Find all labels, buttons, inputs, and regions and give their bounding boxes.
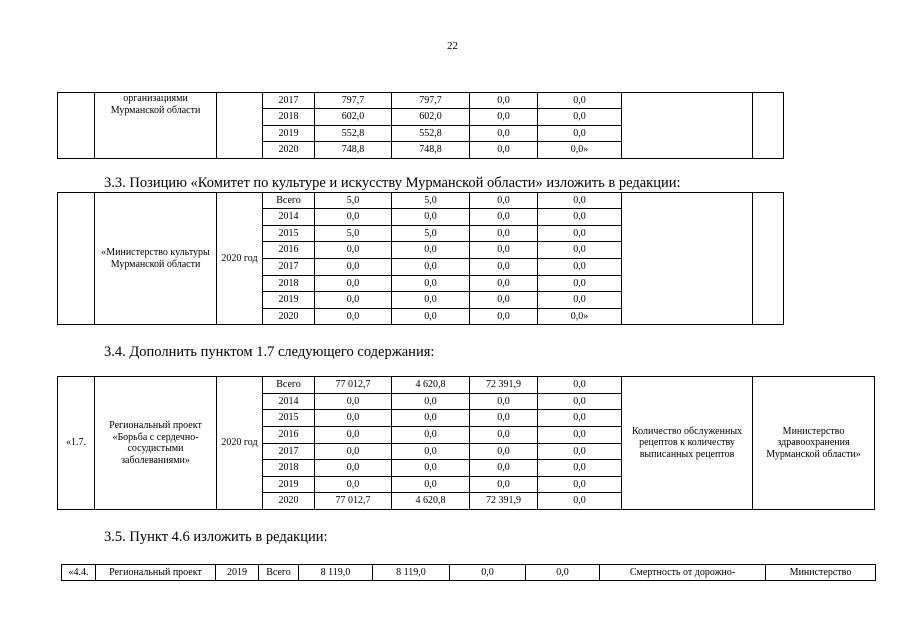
- value-cell: 0,0: [392, 427, 470, 444]
- value-cell: 0,0: [315, 209, 392, 226]
- value-cell: 0,0: [392, 410, 470, 427]
- value-cell: 797,7: [315, 93, 392, 109]
- value-cell: 0,0: [315, 477, 392, 493]
- year-cell: 2015: [263, 410, 315, 427]
- value-cell: 8 119,0: [373, 565, 450, 581]
- value-cell: 4 620,8: [392, 493, 470, 510]
- section-heading-3-4: 3.4. Дополнить пунктом 1.7 следующего содержания:: [104, 344, 435, 360]
- value-cell: 77 012,7: [315, 377, 392, 394]
- year-cell: Всего: [263, 377, 315, 394]
- year-cell: 2019: [263, 292, 315, 309]
- value-cell: 0,0: [315, 309, 392, 325]
- value-cell: 0,0: [538, 377, 622, 394]
- table-item-4-4: [61, 564, 876, 581]
- project-name-cell: Региональный проект «Борьба с сердечно-сосудистыми заболеваниями»: [95, 377, 217, 510]
- term-cell-empty: [217, 93, 263, 159]
- value-cell: 748,8: [392, 142, 470, 159]
- value-cell: 0,0: [392, 309, 470, 325]
- term-cell: 2020 год: [217, 193, 263, 325]
- value-cell: 0,0: [470, 126, 538, 142]
- year-cell: 2017: [263, 259, 315, 276]
- year-cell: 2019: [263, 477, 315, 493]
- year-cell: 2017: [263, 93, 315, 109]
- year-cell: 2014: [263, 209, 315, 226]
- value-cell: 0,0: [538, 493, 622, 510]
- value-cell: 0,0: [450, 565, 526, 581]
- value-cell: 0,0: [538, 242, 622, 259]
- term-cell: 2019: [216, 565, 259, 581]
- value-cell: 5,0: [392, 226, 470, 242]
- value-cell: 0,0: [315, 259, 392, 276]
- value-cell: 0,0: [538, 410, 622, 427]
- value-cell: 0,0: [392, 444, 470, 460]
- value-cell: 0,0: [470, 410, 538, 427]
- year-cell: 2020: [263, 142, 315, 159]
- value-cell: 0,0: [392, 276, 470, 292]
- item-number-cell: «1.7.: [58, 377, 95, 510]
- value-cell: 0,0: [538, 126, 622, 142]
- executor-cell-empty: [753, 193, 784, 325]
- value-cell: 0,0: [538, 477, 622, 493]
- value-cell: 0,0: [470, 276, 538, 292]
- num-cell-empty: [58, 93, 95, 159]
- value-cell: 8 119,0: [299, 565, 373, 581]
- value-cell: 0,0: [538, 193, 622, 209]
- value-cell: 0,0: [315, 292, 392, 309]
- value-cell: 0,0: [470, 259, 538, 276]
- value-cell: 0,0: [538, 460, 622, 477]
- value-cell: 72 391,9: [470, 493, 538, 510]
- value-cell: 0,0: [538, 292, 622, 309]
- value-cell: 602,0: [392, 109, 470, 126]
- year-cell: 2016: [263, 427, 315, 444]
- section-heading-3-5: 3.5. Пункт 4.6 изложить в редакции:: [104, 529, 328, 545]
- value-cell: 4 620,8: [392, 377, 470, 394]
- indicator-cell: Смертность от дорожно-: [600, 565, 766, 581]
- value-cell: 0,0: [315, 444, 392, 460]
- value-cell: 0,0: [470, 460, 538, 477]
- executor-cell-empty: [753, 93, 784, 159]
- value-cell: 0,0: [538, 209, 622, 226]
- value-cell: 0,0: [470, 292, 538, 309]
- value-cell: 0,0: [526, 565, 600, 581]
- table-culture-ministry: [57, 192, 784, 325]
- value-cell: 0,0: [392, 242, 470, 259]
- value-cell: 0,0: [538, 93, 622, 109]
- value-cell: 0,0: [392, 460, 470, 477]
- value-cell: 0,0: [392, 209, 470, 226]
- table-continuation: [57, 92, 784, 159]
- value-cell: 0,0: [315, 242, 392, 259]
- org-name-cell: «Министерство культуры Мурманской области: [95, 193, 217, 325]
- value-cell: 0,0: [470, 242, 538, 259]
- year-cell: 2018: [263, 109, 315, 126]
- org-name-cell: организациями Мурманской области: [95, 93, 217, 159]
- value-cell: 0,0: [470, 193, 538, 209]
- value-cell: 0,0: [538, 226, 622, 242]
- value-cell: 0,0: [470, 309, 538, 325]
- value-cell: 0,0: [315, 427, 392, 444]
- value-cell: 0,0: [538, 394, 622, 410]
- page-number: 22: [447, 40, 458, 52]
- item-number-cell: «4.4.: [62, 565, 96, 581]
- value-cell: 602,0: [315, 109, 392, 126]
- value-cell: 0,0: [538, 276, 622, 292]
- value-cell: 0,0: [315, 460, 392, 477]
- value-cell: 552,8: [315, 126, 392, 142]
- value-cell: 0,0: [470, 427, 538, 444]
- value-cell: 0,0: [315, 394, 392, 410]
- value-cell: 0,0: [470, 394, 538, 410]
- value-cell: 0,0»: [538, 142, 622, 159]
- num-cell-empty: [58, 193, 95, 325]
- indicator-cell-empty: [622, 93, 753, 159]
- year-cell: 2019: [263, 126, 315, 142]
- value-cell: 5,0: [315, 193, 392, 209]
- term-cell: 2020 год: [217, 377, 263, 510]
- year-cell: 2017: [263, 444, 315, 460]
- year-cell: 2015: [263, 226, 315, 242]
- year-cell: 2016: [263, 242, 315, 259]
- executor-cell: Министерство: [766, 565, 876, 581]
- value-cell: 72 391,9: [470, 377, 538, 394]
- value-cell: 0,0: [315, 276, 392, 292]
- value-cell: 0,0: [392, 477, 470, 493]
- value-cell: 0,0: [392, 292, 470, 309]
- value-cell: 748,8: [315, 142, 392, 159]
- value-cell: 0,0: [470, 93, 538, 109]
- value-cell: 5,0: [392, 193, 470, 209]
- value-cell: 0,0: [392, 259, 470, 276]
- value-cell: 77 012,7: [315, 493, 392, 510]
- value-cell: 0,0: [538, 109, 622, 126]
- value-cell: 5,0: [315, 226, 392, 242]
- value-cell: 0,0: [538, 444, 622, 460]
- year-cell: 2014: [263, 394, 315, 410]
- value-cell: 0,0»: [538, 309, 622, 325]
- value-cell: 0,0: [538, 259, 622, 276]
- value-cell: 0,0: [392, 394, 470, 410]
- indicator-cell-empty: [622, 193, 753, 325]
- year-cell: Всего: [259, 565, 299, 581]
- year-cell: Всего: [263, 193, 315, 209]
- year-cell: 2018: [263, 460, 315, 477]
- indicator-cell: Количество обслуженных рецептов к количеству выписанных рецептов: [622, 377, 753, 510]
- value-cell: 0,0: [470, 209, 538, 226]
- project-name-cell: Региональный проект: [96, 565, 216, 581]
- value-cell: 0,0: [470, 226, 538, 242]
- section-heading-3-3: 3.3. Позицию «Комитет по культуре и искусству Мурманской области» изложить в редакции:: [104, 175, 681, 191]
- value-cell: 0,0: [470, 444, 538, 460]
- value-cell: 0,0: [315, 410, 392, 427]
- year-cell: 2020: [263, 309, 315, 325]
- value-cell: 0,0: [470, 477, 538, 493]
- year-cell: 2020: [263, 493, 315, 510]
- value-cell: 0,0: [470, 109, 538, 126]
- value-cell: 0,0: [470, 142, 538, 159]
- value-cell: 552,8: [392, 126, 470, 142]
- value-cell: 797,7: [392, 93, 470, 109]
- year-cell: 2018: [263, 276, 315, 292]
- executor-cell: Министерство здравоохранения Мурманской области»: [753, 377, 875, 510]
- value-cell: 0,0: [538, 427, 622, 444]
- table-regional-project-1-7: [57, 376, 875, 510]
